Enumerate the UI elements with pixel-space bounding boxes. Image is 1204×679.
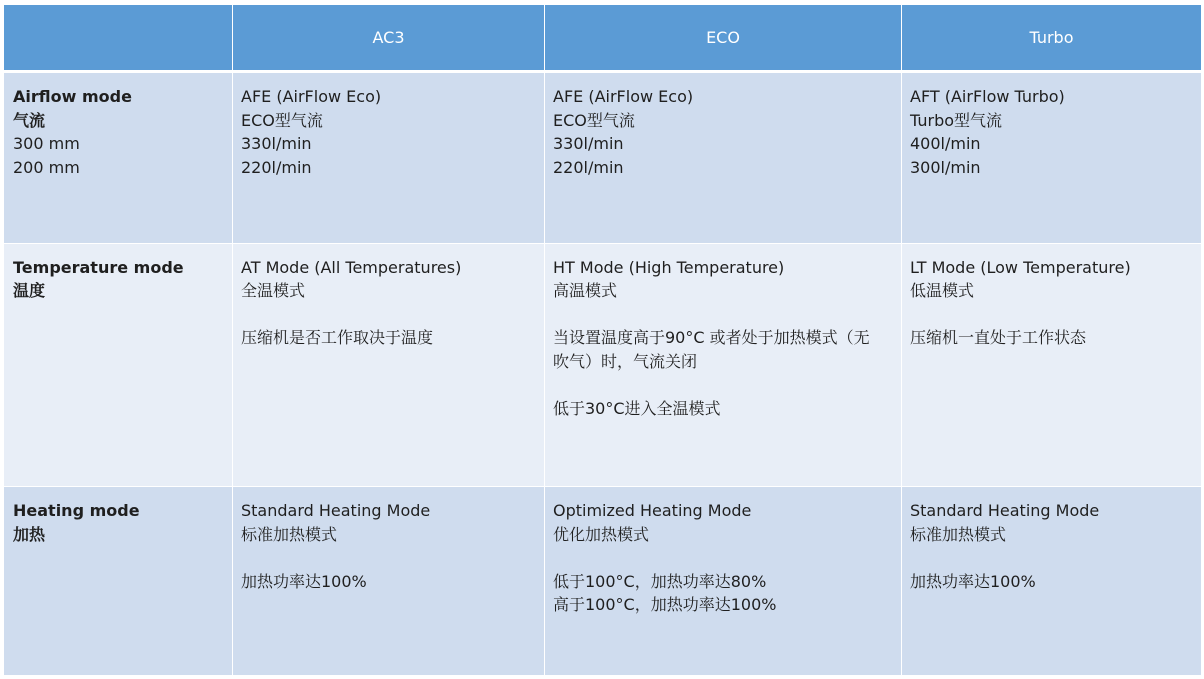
row-header-temperature — [4, 243, 233, 487]
cell-note: 低于100°C，加热功率达80% — [553, 571, 767, 591]
cell-mode-cn: 标准加热模式 — [241, 524, 338, 544]
cell-value: 220l/min — [553, 157, 624, 177]
cell-airflow-eco — [545, 72, 902, 244]
row-title-cn: 气流 — [13, 110, 46, 130]
cell-note: 当设置温度高于90°C 或者处于加热模式（无吹气）时，气流关闭 — [553, 328, 870, 371]
cell-mode-name: AFT (AirFlow Turbo) — [910, 87, 1065, 106]
row-extra-200: 200 mm — [13, 157, 80, 177]
cell-mode-cn: ECO型气流 — [553, 110, 635, 130]
row-title-en: Airflow mode — [13, 87, 132, 106]
row-title-en: Heating mode — [13, 501, 140, 521]
row-title-en: Temperature mode — [13, 257, 184, 277]
comparison-table — [3, 4, 1202, 676]
cell-note: 低于30°C进入全温模式 — [553, 398, 721, 418]
row-header-airflow — [4, 72, 233, 244]
cell-value: 400l/min — [910, 134, 981, 153]
table-row-heating — [4, 487, 1202, 676]
cell-mode-name: AT Mode (All Temperatures) — [241, 257, 462, 277]
cell-airflow-ac3 — [233, 72, 545, 244]
cell-temperature-ac3 — [233, 243, 545, 487]
cell-mode-cn: 全温模式 — [241, 281, 306, 301]
cell-value: 330l/min — [241, 134, 312, 153]
cell-mode-cn: Turbo型气流 — [910, 110, 1003, 130]
cell-heating-eco — [545, 487, 902, 676]
cell-mode-name: AFE (AirFlow Eco) — [241, 87, 382, 106]
cell-mode-cn: ECO型气流 — [241, 110, 323, 130]
cell-note: 加热功率达100% — [241, 571, 367, 591]
header-row — [4, 5, 1202, 72]
cell-value: 330l/min — [553, 134, 624, 153]
header-turbo: Turbo — [902, 5, 1202, 72]
cell-note: 高于100°C，加热功率达100% — [553, 595, 777, 615]
cell-mode-cn: 标准加热模式 — [910, 524, 1007, 544]
cell-mode-cn: 低温模式 — [910, 281, 975, 301]
cell-temperature-turbo — [902, 243, 1202, 487]
cell-mode-name: Standard Heating Mode — [241, 501, 431, 521]
cell-note: 压缩机一直处于工作状态 — [910, 328, 1087, 348]
table-row-temperature — [4, 243, 1202, 487]
cell-note: 加热功率达100% — [910, 571, 1036, 591]
cell-mode-name: Standard Heating Mode — [910, 501, 1100, 521]
cell-heating-ac3 — [233, 487, 545, 676]
cell-value: 220l/min — [241, 157, 312, 177]
cell-temperature-eco — [545, 243, 902, 487]
row-title-cn: 加热 — [13, 524, 46, 544]
cell-note: 压缩机是否工作取决于温度 — [241, 328, 434, 348]
cell-mode-name: HT Mode (High Temperature) — [553, 257, 785, 277]
header-corner — [4, 5, 233, 72]
cell-value: 300l/min — [910, 157, 981, 177]
row-extra-300: 300 mm — [13, 134, 80, 153]
header-eco: ECO — [545, 5, 902, 72]
row-title-cn: 温度 — [13, 281, 46, 301]
header-ac3: AC3 — [233, 5, 545, 72]
cell-heating-turbo — [902, 487, 1202, 676]
cell-mode-cn: 高温模式 — [553, 281, 618, 301]
row-header-heating — [4, 487, 233, 676]
cell-mode-cn: 优化加热模式 — [553, 524, 650, 544]
cell-airflow-turbo — [902, 72, 1202, 244]
cell-mode-name: Optimized Heating Mode — [553, 501, 752, 521]
cell-mode-name: AFE (AirFlow Eco) — [553, 87, 694, 106]
cell-mode-name: LT Mode (Low Temperature) — [910, 257, 1131, 277]
table-row-airflow — [4, 72, 1202, 244]
